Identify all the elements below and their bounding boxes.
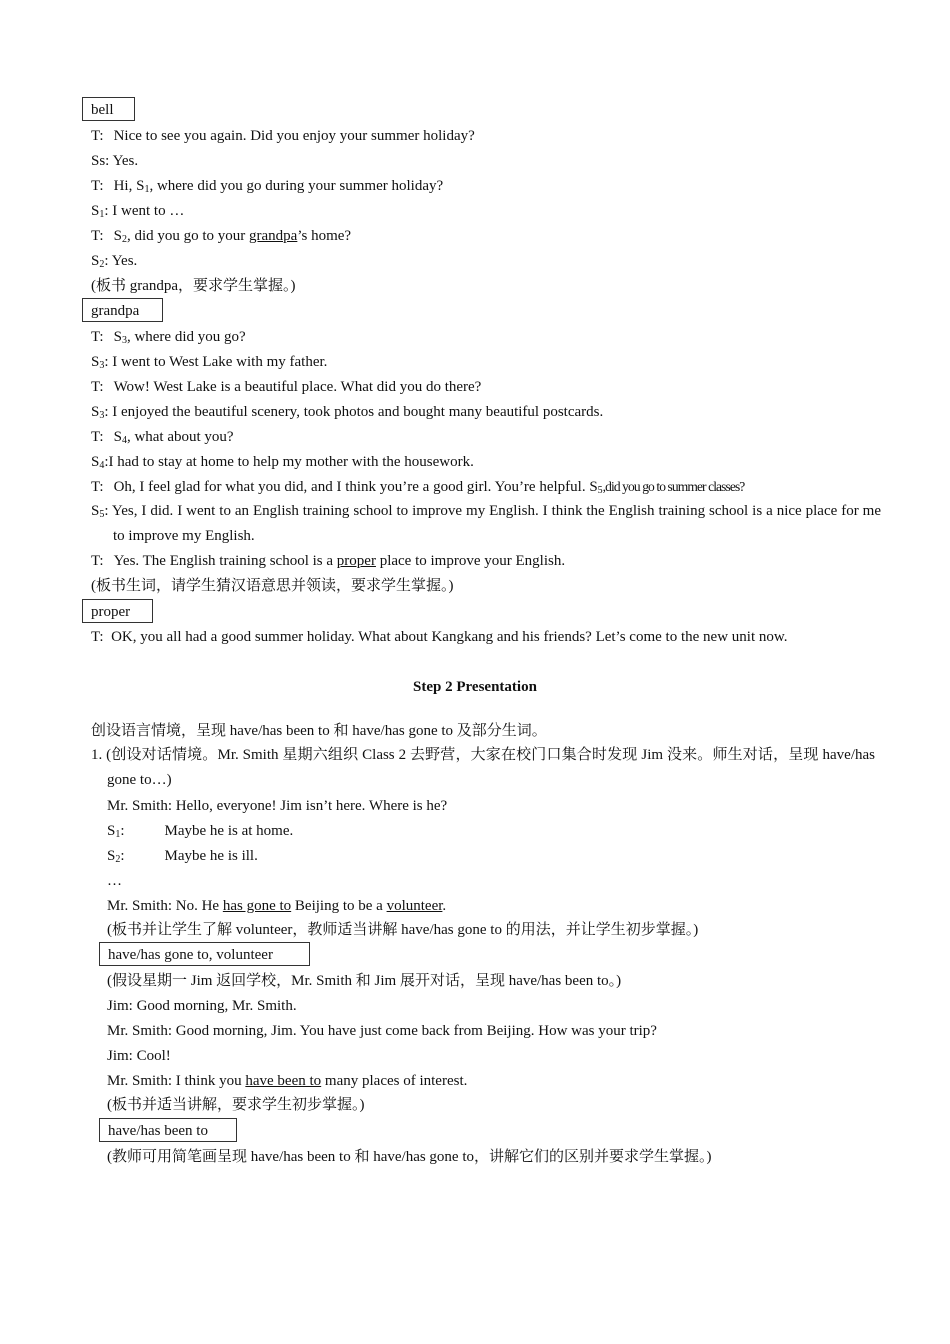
line-text: :I had to stay at home to help my mother with the housework.: [104, 454, 474, 470]
speaker: T:: [91, 329, 104, 345]
speaker: S: [107, 823, 116, 839]
speaker: T:: [91, 379, 104, 395]
line-text: Wow! West Lake is a beautiful place. What did you do there?: [113, 379, 482, 395]
dialogue-line: [91, 477, 744, 497]
speaker: T:: [91, 429, 104, 445]
intro-text: 创设语言情境，呈现 have/has been to 和 have/has gone to 及部分生词。: [91, 723, 547, 739]
dialogue-line: [91, 625, 881, 650]
speaker: Ss:: [91, 153, 110, 169]
subscript: 4: [121, 435, 127, 446]
subscript: 1: [99, 209, 105, 220]
line-text: : Yes, I did. I went to an English training school to improve my English. I think the English training school is a nice place for me to improve my English.: [104, 503, 881, 544]
dialogue-line: [91, 499, 881, 549]
speaker: T:: [91, 629, 104, 645]
speaker: T:: [91, 479, 104, 495]
dialogue-line: [91, 151, 138, 171]
board-word: grandpa: [91, 303, 140, 319]
teacher-note: (假设星期一 Jim 返回学校，Mr. Smith 和 Jim 展开对话，呈现 have/has been to。): [107, 973, 622, 989]
underlined-word: have been to: [245, 1073, 322, 1089]
line-text: place to improve your English.: [375, 553, 566, 569]
speaker: :: [120, 823, 125, 839]
line-text: S: [113, 429, 122, 445]
underlined-word: proper: [336, 553, 376, 569]
subscript: 3: [99, 410, 105, 421]
line-text: , where did you go during your summer holiday?: [149, 178, 444, 194]
dialogue-line: [91, 377, 481, 397]
line-text: , where did you go?: [126, 329, 246, 345]
line-text: : Yes.: [104, 253, 138, 269]
board-word-box: [82, 298, 163, 322]
dialogue-line: [107, 846, 258, 866]
dialogue-line: [91, 201, 184, 221]
subscript: 5: [99, 509, 105, 520]
dialogue-line: [107, 1071, 467, 1091]
dialogue-line: [91, 352, 327, 372]
dialogue-line: [91, 402, 603, 422]
line-text: ’s home?: [297, 228, 352, 244]
board-word-box: [82, 599, 153, 623]
dialogue-line: [91, 176, 443, 196]
subscript: 2: [115, 854, 121, 865]
underlined-word: volunteer: [386, 898, 443, 914]
speaker: T:: [91, 128, 104, 144]
dialogue-line: [107, 896, 446, 916]
subscript: 4: [99, 460, 105, 471]
speaker: S: [91, 354, 100, 370]
subscript: 5: [597, 485, 603, 496]
teacher-note: (板书并让学生了解 volunteer，教师适当讲解 have/has gone to 的用法，并让学生初步掌握。): [107, 922, 699, 938]
subscript: 3: [99, 360, 105, 371]
subscript: 3: [121, 335, 127, 346]
speaker: T:: [91, 228, 104, 244]
dialogue-line: [91, 251, 137, 271]
dialogue-line: [91, 427, 234, 447]
teacher-note: (板书生词，请学生猜汉语意思并领读，要求学生掌握。): [91, 578, 454, 594]
subscript: 2: [99, 259, 105, 270]
teacher-note: (板书 grandpa，要求学生掌握。): [91, 278, 296, 294]
dialogue-line: Mr. Smith: Good morning, Jim. You have just come back from Beijing. How was your trip?: [107, 1023, 657, 1039]
speaker: T:: [91, 553, 104, 569]
line-text: Oh, I feel glad for what you did, and I think you’re a good girl. You’re helpful. S: [113, 479, 598, 495]
dialogue-line: [91, 551, 565, 571]
dialogue-line: [91, 452, 474, 472]
speaker: T:: [91, 178, 104, 194]
line-text: : I went to …: [104, 203, 185, 219]
speaker: S: [91, 454, 100, 470]
line-text: Yes.: [112, 153, 139, 169]
speaker: S: [91, 404, 100, 420]
line-text: Beijing to be a: [291, 898, 387, 914]
line-text: OK, you all had a good summer holiday. What about Kangkang and his friends? Let’s come to the new unit now.: [111, 629, 788, 645]
dialogue-line: [107, 821, 293, 841]
section-heading: Step 2 Presentation: [413, 679, 537, 695]
dialogue-line: Mr. Smith: Hello, everyone! Jim isn’t here. Where is he?: [107, 798, 448, 814]
speaker: S: [91, 203, 100, 219]
board-word: bell: [91, 102, 114, 118]
board-word-box: [99, 1118, 237, 1142]
line-text: Hi, S: [113, 178, 145, 194]
board-word: have/has been to: [108, 1123, 208, 1139]
line-text: Maybe he is ill.: [164, 848, 258, 864]
line-text: many places of interest.: [321, 1073, 468, 1089]
line-text: S: [113, 228, 122, 244]
line-text: S: [113, 329, 122, 345]
board-word: proper: [91, 604, 131, 620]
line-text: : I enjoyed the beautiful scenery, took photos and bought many beautiful postcards.: [104, 404, 604, 420]
dialogue-line: [91, 126, 475, 146]
underlined-word: has gone to: [222, 898, 292, 914]
dialogue-line: Jim: Cool!: [107, 1048, 171, 1064]
teacher-note: (板书并适当讲解，要求学生初步掌握。): [107, 1097, 365, 1113]
subscript: 2: [121, 234, 127, 245]
speaker: S: [91, 253, 100, 269]
line-text: , did you go to your: [126, 228, 250, 244]
line-text: Yes. The English training school is a: [113, 553, 337, 569]
underlined-word: grandpa: [249, 228, 298, 244]
line-text: ,did you go to summer classes?: [602, 479, 745, 494]
dialogue-line: [91, 226, 351, 246]
board-word: have/has gone to, volunteer: [108, 947, 273, 963]
teacher-note: (教师可用简笔画呈现 have/has been to 和 have/has gone to，讲解它们的区别并要求学生掌握。): [107, 1149, 712, 1165]
line-text: : I went to West Lake with my father.: [104, 354, 328, 370]
board-word-box: [82, 97, 135, 121]
subscript: 1: [115, 829, 121, 840]
speaker: S: [107, 848, 116, 864]
dialogue-line: Jim: Good morning, Mr. Smith.: [107, 998, 297, 1014]
line-text: Mr. Smith: No. He: [107, 898, 223, 914]
board-word-box: [99, 942, 310, 966]
numbered-item: 1. (创设对话情境。Mr. Smith 星期六组织 Class 2 去野营，大家在校门口集合时发现 Jim 没来。师生对话，呈现 have/has gone to…): [91, 747, 875, 788]
dialogue-line: [91, 327, 246, 347]
speaker: S: [91, 503, 100, 519]
line-text: Nice to see you again. Did you enjoy your summer holiday?: [113, 128, 475, 144]
line-text: Mr. Smith: I think you: [107, 1073, 246, 1089]
subscript: 1: [144, 184, 150, 195]
ellipsis-line: …: [107, 873, 122, 889]
line-text: .: [442, 898, 447, 914]
speaker: :: [120, 848, 125, 864]
line-text: Maybe he is at home.: [164, 823, 294, 839]
line-text: , what about you?: [126, 429, 234, 445]
